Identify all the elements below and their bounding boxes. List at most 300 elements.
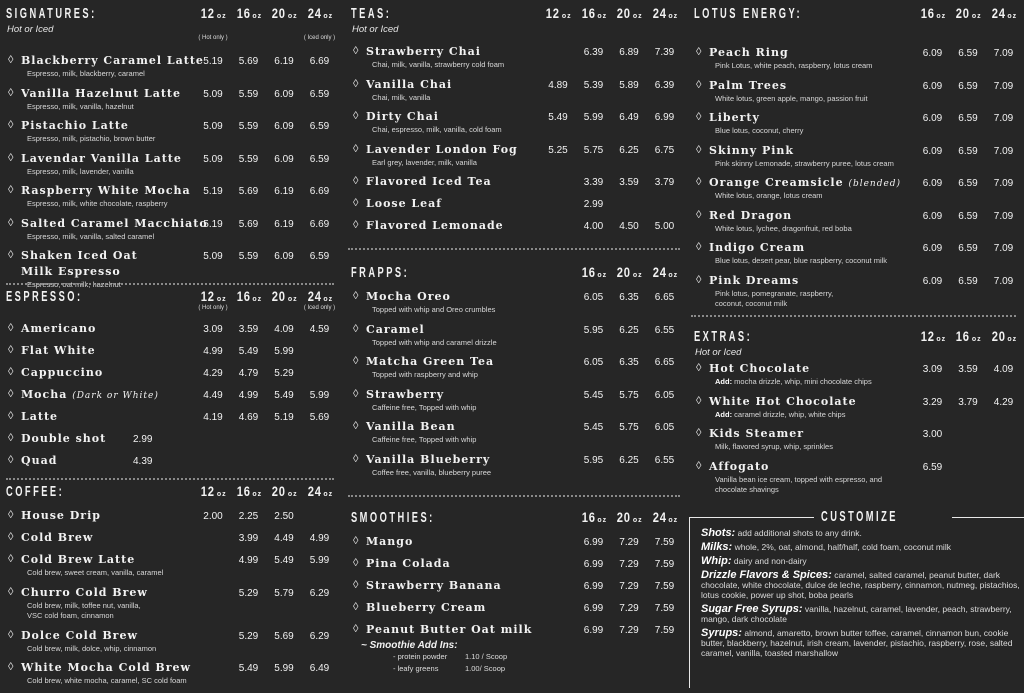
item-price: 4.50 bbox=[619, 221, 639, 232]
item-price: 6.09 bbox=[922, 48, 943, 59]
addin-name: - leafy greens bbox=[393, 664, 439, 673]
menu-item bbox=[0, 53, 340, 80]
customize-text: whole, 2%, oat, almond, half/half, cold foam, coconut milk bbox=[734, 542, 951, 552]
diamond-bullet-icon: ◊ bbox=[8, 322, 14, 334]
diamond-bullet-icon: ◊ bbox=[353, 623, 359, 635]
diamond-bullet-icon: ◊ bbox=[353, 219, 359, 231]
size-label bbox=[986, 5, 1021, 23]
item-description bbox=[688, 377, 1024, 388]
size-number: 20 bbox=[272, 5, 287, 21]
description-text: Espresso, milk, vanilla, hazelnut bbox=[27, 101, 134, 111]
item-name-text: Dirty Chai bbox=[366, 110, 439, 123]
customize-label: Whip: bbox=[701, 555, 732, 567]
item-price: 5.19 bbox=[203, 218, 223, 230]
item-price: 5.95 bbox=[583, 454, 604, 466]
description-text: Pink Lotus, white peach, raspberry, lotus cream bbox=[715, 61, 873, 70]
diamond-bullet-icon: ◊ bbox=[696, 78, 702, 91]
diamond-bullet-icon: ◊ bbox=[8, 553, 14, 565]
diamond-bullet-icon: ◊ bbox=[8, 54, 14, 66]
description-text: Chai, milk, vanilla, strawberry cold foam bbox=[372, 60, 505, 69]
description-text: White lotus, lychee, dragonfruit, red boba bbox=[715, 223, 852, 233]
item-name bbox=[688, 426, 1024, 442]
item-name-text: Matcha Green Tea bbox=[366, 355, 495, 368]
size-unit: oz bbox=[1007, 13, 1018, 20]
size-label bbox=[647, 509, 682, 527]
item-price: 7.59 bbox=[654, 559, 675, 570]
diamond-bullet-icon: ◊ bbox=[8, 366, 14, 378]
menu-item bbox=[345, 354, 685, 381]
item-price: 4.29 bbox=[203, 368, 223, 379]
customize-text: almond, amaretto, brown butter toffee, caramel, cinnamon bun, cookie butter, blackberry, hazelnut, irish cream, lavender, pistachio, raspberry, rose, salted caramel, vanilla, toasted marshallow bbox=[701, 628, 1013, 658]
item-price: 5.99 bbox=[274, 346, 294, 357]
size-label bbox=[231, 5, 266, 23]
menu-item bbox=[345, 174, 685, 190]
item-price: 6.99 bbox=[583, 625, 604, 636]
description-text: Chai, milk, vanilla bbox=[372, 92, 431, 102]
description-label: Add: bbox=[715, 409, 733, 419]
size-label bbox=[915, 328, 950, 346]
item-price: 4.00 bbox=[583, 221, 604, 232]
size-label bbox=[267, 288, 302, 306]
item-price: 4.99 bbox=[309, 533, 330, 544]
item-price: 6.99 bbox=[583, 537, 604, 548]
item-price: 6.19 bbox=[274, 186, 294, 197]
size-unit: oz bbox=[252, 491, 263, 498]
item-price: 6.05 bbox=[583, 292, 604, 303]
diamond-bullet-icon: ◊ bbox=[8, 119, 14, 131]
item-name-text: Raspberry White Mocha bbox=[21, 184, 191, 197]
item-price: 4.99 bbox=[203, 346, 223, 357]
size-notes-row bbox=[0, 37, 340, 46]
item-price: 5.19 bbox=[203, 56, 223, 67]
diamond-bullet-icon: ◊ bbox=[8, 86, 14, 99]
item-price: 5.45 bbox=[583, 389, 604, 401]
item-description bbox=[688, 289, 1024, 310]
item-price: 5.09 bbox=[203, 88, 223, 100]
menu-item-list bbox=[345, 289, 685, 478]
description-text: Blue lotus, desert pear, blue raspberry, coconut milk bbox=[715, 256, 888, 265]
item-name-text: Latte bbox=[21, 410, 59, 423]
size-label bbox=[196, 483, 231, 501]
description-text: Caffeine free, Topped with whip bbox=[372, 435, 477, 444]
size-number: 20 bbox=[617, 264, 632, 280]
menu-item bbox=[345, 622, 685, 638]
diamond-bullet-icon: ◊ bbox=[696, 459, 702, 472]
menu-item bbox=[345, 534, 685, 550]
section-title: ESPRESSO: bbox=[6, 288, 83, 305]
customize-text: dairy and non-dairy bbox=[733, 556, 807, 566]
item-price: 3.00 bbox=[922, 429, 943, 440]
description-text: Espresso, milk, vanilla, salted caramel bbox=[27, 231, 155, 241]
size-number: 24 bbox=[991, 5, 1006, 21]
menu-item bbox=[345, 387, 685, 414]
menu-section-teas bbox=[345, 4, 685, 240]
size-unit: oz bbox=[971, 13, 982, 20]
item-price: 6.59 bbox=[309, 153, 330, 165]
size-number: 16 bbox=[581, 509, 596, 525]
item-description bbox=[688, 191, 1024, 202]
item-price: 7.09 bbox=[993, 145, 1014, 157]
item-price: 2.99 bbox=[583, 199, 604, 210]
size-label bbox=[647, 264, 682, 282]
item-name-text: Salted Caramel Macchiato bbox=[21, 216, 208, 230]
menu-item bbox=[0, 431, 340, 447]
menu-item bbox=[688, 45, 1024, 72]
item-price: 3.99 bbox=[238, 533, 259, 544]
customize-label: Drizzle Flavors & Spices: bbox=[701, 569, 832, 581]
diamond-bullet-icon: ◊ bbox=[8, 585, 14, 598]
customize-row bbox=[701, 628, 1022, 658]
addin-price: 1.00/ Scoop bbox=[465, 664, 506, 673]
diamond-bullet-icon: ◊ bbox=[8, 344, 14, 356]
item-price: 6.09 bbox=[922, 243, 943, 254]
size-unit: oz bbox=[252, 296, 263, 303]
item-name bbox=[688, 459, 1024, 475]
item-name-text: Red Dragon bbox=[709, 208, 793, 222]
description-text: Espresso, milk, lavender, vanilla bbox=[27, 166, 134, 176]
item-price: 5.89 bbox=[619, 79, 639, 91]
menu-item bbox=[345, 289, 685, 316]
item-description bbox=[688, 159, 1024, 170]
size-number: 24 bbox=[652, 5, 667, 21]
item-price: 4.49 bbox=[274, 533, 294, 544]
item-name-text: Kids Steamer bbox=[709, 427, 805, 440]
section-header bbox=[345, 508, 685, 528]
item-price: 5.69 bbox=[238, 56, 259, 67]
item-name-text: Cold Brew bbox=[21, 531, 94, 544]
item-price: 5.49 bbox=[548, 112, 568, 123]
item-name-text: Strawberry Chai bbox=[366, 45, 481, 58]
item-description bbox=[688, 94, 1024, 105]
item-name-text: Mocha bbox=[21, 388, 68, 401]
item-name-text: Lavendar Vanilla Latte bbox=[21, 151, 182, 165]
item-price: 3.59 bbox=[619, 177, 639, 188]
menu-item bbox=[345, 218, 685, 234]
wavy-divider bbox=[691, 315, 1016, 317]
item-description bbox=[345, 93, 685, 104]
item-price: 2.99 bbox=[133, 434, 153, 445]
item-price: 6.35 bbox=[619, 357, 639, 368]
customize-row bbox=[701, 604, 1022, 624]
customize-row bbox=[701, 556, 1022, 566]
menu-item bbox=[0, 453, 340, 469]
size-number: 16 bbox=[581, 5, 596, 21]
diamond-bullet-icon: ◊ bbox=[353, 557, 359, 569]
item-price: 7.29 bbox=[619, 581, 639, 592]
item-price: 6.65 bbox=[654, 357, 675, 368]
menu-item-list bbox=[0, 53, 340, 291]
item-name-text: Strawberry Banana bbox=[366, 579, 502, 592]
diamond-bullet-icon: ◊ bbox=[696, 241, 702, 253]
size-label bbox=[302, 5, 337, 23]
item-name-text: White Mocha Cold Brew bbox=[21, 661, 191, 674]
size-number: 20 bbox=[272, 288, 287, 304]
section-header bbox=[345, 263, 685, 283]
description-text: Topped with raspberry and whip bbox=[372, 370, 478, 379]
item-price: 7.09 bbox=[993, 210, 1014, 222]
item-price: 6.05 bbox=[654, 389, 675, 401]
size-note: ( Iced only ) bbox=[303, 305, 336, 311]
diamond-bullet-icon: ◊ bbox=[8, 249, 14, 261]
size-number: 16 bbox=[956, 328, 971, 344]
item-name-text: Vanilla Chai bbox=[366, 77, 453, 91]
item-price: 6.35 bbox=[619, 292, 639, 303]
menu-item bbox=[0, 585, 340, 622]
item-name-text: Dolce Cold Brew bbox=[21, 628, 138, 642]
customize-title bbox=[814, 508, 952, 525]
item-price: 7.59 bbox=[654, 603, 675, 614]
item-name-text: Shaken Iced Oat bbox=[21, 249, 138, 262]
size-unit: oz bbox=[216, 491, 227, 498]
size-label bbox=[986, 328, 1021, 346]
item-name-text: Cold Brew Latte bbox=[21, 553, 136, 566]
item-name-text: Peanut Butter Oat milk bbox=[366, 623, 533, 636]
diamond-bullet-icon: ◊ bbox=[696, 46, 702, 58]
item-description bbox=[345, 125, 685, 136]
menu-item bbox=[0, 86, 340, 113]
item-price: 6.09 bbox=[922, 113, 943, 124]
diamond-bullet-icon: ◊ bbox=[353, 387, 359, 400]
size-number: 20 bbox=[991, 328, 1006, 344]
description-text: Espresso, milk, white chocolate, raspberry bbox=[27, 199, 168, 208]
menu-item-list bbox=[0, 321, 340, 469]
size-unit: oz bbox=[632, 517, 643, 524]
diamond-bullet-icon: ◊ bbox=[696, 176, 702, 188]
item-price: 5.19 bbox=[274, 412, 294, 423]
item-price: 5.99 bbox=[309, 390, 330, 401]
item-price: 5.75 bbox=[583, 144, 604, 156]
item-price: 4.89 bbox=[548, 79, 568, 91]
menu-item bbox=[0, 118, 340, 145]
section-title: TEAS: bbox=[351, 5, 392, 22]
size-number: 16 bbox=[920, 5, 935, 21]
item-description bbox=[688, 61, 1024, 72]
item-price: 6.99 bbox=[583, 559, 604, 570]
size-label bbox=[302, 288, 337, 306]
item-name-text: Affogato bbox=[709, 459, 770, 473]
description-text: White lotus, orange, lotus cream bbox=[715, 191, 823, 200]
menu-item bbox=[688, 240, 1024, 267]
item-price: 5.99 bbox=[583, 112, 604, 123]
item-name-text: Double shot bbox=[21, 432, 107, 445]
customize-box bbox=[689, 508, 1024, 688]
description-text: Pink skinny Lemonade, strawberry puree, lotus cream bbox=[715, 158, 894, 168]
item-name-text: Vanilla Hazelnut Latte bbox=[21, 86, 182, 100]
diamond-bullet-icon: ◊ bbox=[353, 452, 359, 465]
size-number: 12 bbox=[201, 288, 216, 304]
item-description bbox=[688, 256, 1024, 267]
item-price: 5.29 bbox=[238, 630, 259, 642]
menu-item bbox=[688, 143, 1024, 170]
size-unit: oz bbox=[323, 296, 334, 303]
size-unit: oz bbox=[323, 13, 334, 20]
size-label bbox=[196, 288, 231, 306]
item-name-text: Lavender London Fog bbox=[366, 142, 518, 156]
item-description bbox=[0, 134, 340, 145]
item-price: 5.00 bbox=[654, 221, 675, 232]
menu-item bbox=[0, 321, 340, 337]
size-unit: oz bbox=[287, 491, 298, 498]
menu-item bbox=[345, 196, 685, 212]
size-label bbox=[302, 483, 337, 501]
wavy-divider bbox=[6, 283, 334, 285]
item-price: 6.05 bbox=[583, 357, 604, 368]
item-description bbox=[345, 468, 685, 479]
size-unit: oz bbox=[668, 272, 679, 279]
item-name-text: Americano bbox=[21, 322, 97, 335]
diamond-bullet-icon: ◊ bbox=[8, 216, 14, 229]
item-price: 5.59 bbox=[238, 88, 259, 100]
size-label bbox=[267, 483, 302, 501]
size-unit: oz bbox=[632, 272, 643, 279]
item-name-text: Orange Creamsicle bbox=[709, 176, 844, 189]
item-price: 6.19 bbox=[274, 56, 294, 67]
size-number: 12 bbox=[546, 5, 561, 21]
size-unit: oz bbox=[597, 272, 608, 279]
item-price: 7.09 bbox=[993, 113, 1014, 124]
diamond-bullet-icon: ◊ bbox=[696, 111, 702, 123]
diamond-bullet-icon: ◊ bbox=[353, 142, 359, 155]
size-number: 24 bbox=[652, 509, 667, 525]
item-price: 5.59 bbox=[238, 121, 259, 132]
menu-item bbox=[688, 273, 1024, 310]
section-title: LOTUS ENERGY: bbox=[694, 5, 803, 22]
menu-item bbox=[345, 452, 685, 479]
diamond-bullet-icon: ◊ bbox=[353, 322, 359, 335]
size-number: 20 bbox=[617, 509, 632, 525]
size-unit: oz bbox=[287, 13, 298, 20]
item-price: 7.29 bbox=[619, 559, 639, 570]
description-text: Espresso, milk, blackberry, caramel bbox=[27, 69, 145, 78]
diamond-bullet-icon: ◊ bbox=[8, 454, 14, 466]
menu-section-frapps bbox=[345, 263, 685, 484]
menu-item bbox=[0, 343, 340, 359]
item-price: 6.05 bbox=[654, 422, 675, 433]
customize-row bbox=[701, 570, 1022, 600]
item-price: 4.99 bbox=[238, 555, 259, 566]
item-description bbox=[345, 370, 685, 381]
item-price: 6.69 bbox=[309, 218, 330, 230]
item-description bbox=[688, 410, 1024, 421]
menu-item bbox=[688, 208, 1024, 235]
menu-item-list bbox=[345, 44, 685, 234]
item-name-text: Churro Cold Brew bbox=[21, 585, 148, 599]
menu-item-list bbox=[0, 508, 340, 687]
item-price: 7.29 bbox=[619, 537, 639, 548]
item-note: (blended) bbox=[848, 179, 902, 189]
menu-item bbox=[0, 660, 340, 687]
menu-item bbox=[345, 419, 685, 446]
item-name-text: Pina Colada bbox=[366, 557, 451, 570]
diamond-bullet-icon: ◊ bbox=[8, 151, 14, 164]
item-name-text: Vanilla Bean bbox=[366, 420, 456, 433]
addin-price: 1.10 / Scoop bbox=[465, 652, 508, 661]
size-label bbox=[576, 509, 611, 527]
item-price: 6.49 bbox=[619, 112, 639, 123]
item-name-text: Flavored Lemonade bbox=[366, 219, 504, 232]
diamond-bullet-icon: ◊ bbox=[8, 410, 14, 422]
size-label bbox=[576, 264, 611, 282]
size-unit: oz bbox=[561, 13, 572, 20]
item-price: 6.59 bbox=[958, 210, 978, 222]
smoothie-addin bbox=[345, 651, 685, 663]
menu-item bbox=[688, 426, 1024, 453]
item-price: 5.49 bbox=[238, 663, 259, 674]
size-note: ( Hot only ) bbox=[198, 35, 228, 41]
section-header bbox=[688, 327, 1024, 347]
description-text: Coffee free, vanilla, blueberry puree bbox=[372, 467, 492, 477]
item-price: 6.25 bbox=[619, 454, 639, 466]
item-price: 6.09 bbox=[922, 210, 943, 222]
diamond-bullet-icon: ◊ bbox=[8, 509, 14, 521]
item-price: 6.09 bbox=[922, 178, 943, 189]
item-price: 5.19 bbox=[203, 186, 223, 197]
diamond-bullet-icon: ◊ bbox=[353, 197, 359, 209]
size-number: 24 bbox=[307, 5, 322, 21]
item-note: (Dark or White) bbox=[72, 391, 159, 401]
item-price: 6.09 bbox=[274, 121, 294, 132]
description-text: Blue lotus, coconut, cherry bbox=[715, 126, 804, 135]
item-name-text: Indigo Cream bbox=[709, 241, 806, 254]
item-price: 7.39 bbox=[654, 47, 675, 58]
customize-row bbox=[701, 542, 1022, 552]
customize-label: Shots: bbox=[701, 527, 736, 539]
item-price: 6.59 bbox=[958, 113, 978, 124]
menu-item bbox=[688, 78, 1024, 105]
item-price: 3.09 bbox=[922, 364, 943, 375]
size-label bbox=[647, 5, 682, 23]
diamond-bullet-icon: ◊ bbox=[353, 601, 359, 613]
item-price: 6.09 bbox=[922, 80, 943, 92]
diamond-bullet-icon: ◊ bbox=[353, 535, 359, 547]
item-price: 6.59 bbox=[958, 145, 978, 157]
menu-item bbox=[0, 508, 340, 524]
customize-text: vanilla, hazelnut, caramel, lavender, peach, strawberry, mango, dark chocolate bbox=[701, 604, 1012, 624]
item-description bbox=[0, 69, 340, 80]
size-note: ( Iced only ) bbox=[303, 35, 336, 41]
item-price: 5.59 bbox=[238, 251, 259, 262]
description-text: Espresso, oat milk, hazelnut bbox=[27, 280, 121, 289]
item-name-text: House Drip bbox=[21, 509, 101, 522]
size-unit: oz bbox=[597, 517, 608, 524]
item-price: 5.49 bbox=[274, 555, 294, 566]
size-label bbox=[231, 483, 266, 501]
size-number: 12 bbox=[201, 5, 216, 21]
item-price: 6.25 bbox=[619, 144, 639, 156]
item-price: 6.39 bbox=[654, 79, 675, 91]
smoothie-addin bbox=[345, 663, 685, 675]
size-unit: oz bbox=[668, 517, 679, 524]
size-number: 12 bbox=[201, 483, 216, 499]
item-price: 4.99 bbox=[238, 390, 259, 401]
item-price: 5.99 bbox=[274, 663, 294, 674]
item-price: 7.29 bbox=[619, 603, 639, 614]
menu-item bbox=[688, 110, 1024, 137]
menu-item bbox=[345, 109, 685, 136]
item-price: 6.59 bbox=[958, 80, 978, 92]
item-price: 3.59 bbox=[238, 324, 259, 335]
item-price: 7.09 bbox=[993, 48, 1014, 59]
size-unit: oz bbox=[668, 13, 679, 20]
size-label bbox=[231, 288, 266, 306]
wavy-divider bbox=[6, 478, 334, 480]
item-price: 5.69 bbox=[274, 630, 294, 642]
size-number: 20 bbox=[272, 483, 287, 499]
diamond-bullet-icon: ◊ bbox=[353, 175, 359, 187]
item-name-text: Caramel bbox=[366, 322, 425, 336]
item-price: 4.79 bbox=[238, 368, 259, 379]
item-price: 3.79 bbox=[958, 396, 978, 408]
